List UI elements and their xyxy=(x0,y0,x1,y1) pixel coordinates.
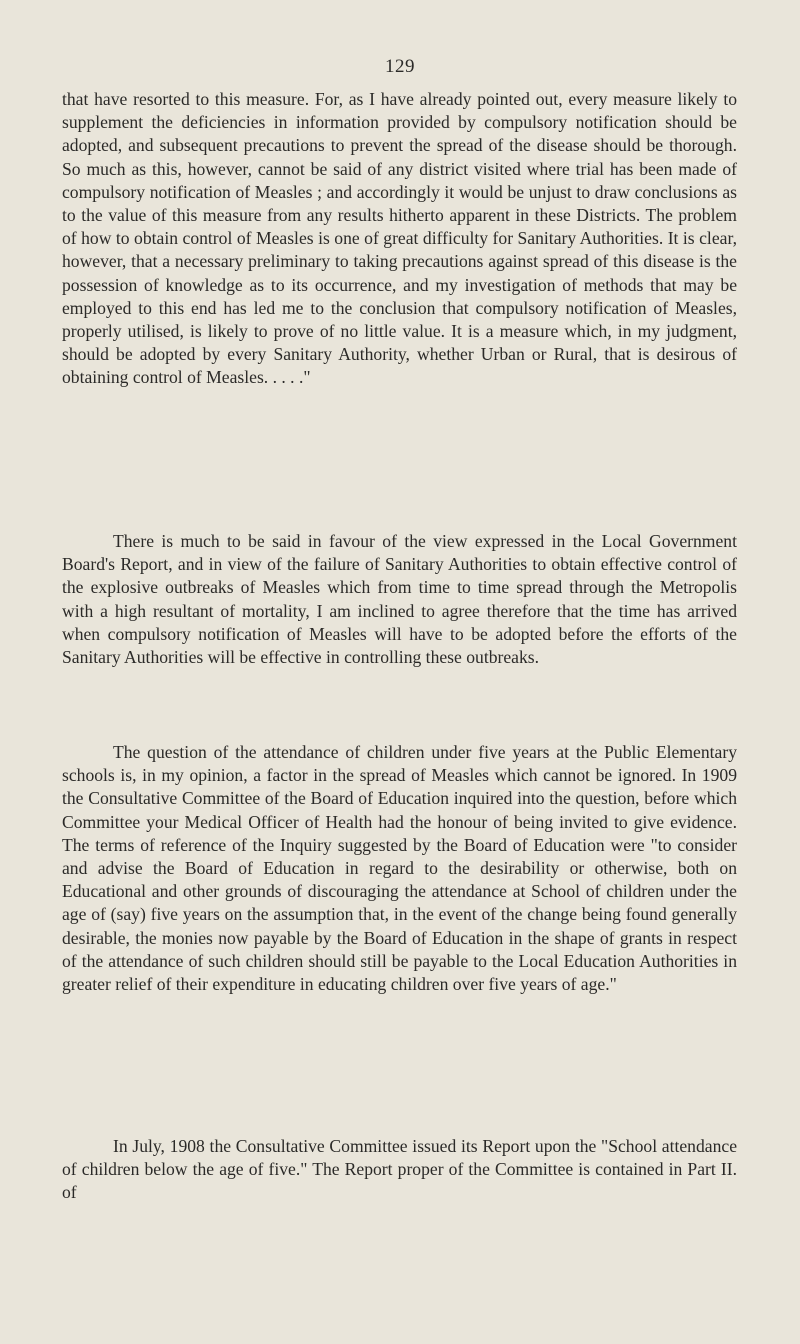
paragraph-continuation: that have resorted to this measure. For, as I have already pointed out, every measure likely to supplement the deficiencies in information provided by compulsory notification should be adopted, and subsequent precautions to prevent the spread of the disease should be thorough. So much as this, however, cannot be said of any district visited where trial has been made of compulsory notification of Measles ; and accordingly it would be unjust to draw conclusions as to the value of this measure from any results hitherto apparent in these Districts. The problem of how to obtain control of Measles is one of great difficulty for Sanitary Authorities. It is clear, however, that a necessary preliminary to taking precautions against spread of this disease is the possession of knowledge as to its occurrence, and my investigation of methods that may be employed to this end has led me to the conclusion that compulsory notification of Measles, properly utilised, is likely to prove of no little value. It is a measure which, in my judgment, should be adopted by every Sanitary Authority, whether Urban or Rural, that is desirous of obtaining control of Measles. . . . ." xyxy=(62,89,737,388)
page-number: 129 xyxy=(385,56,415,77)
paragraph-lgb-report: There is much to be said in favour of the view expressed in the Local Government Board's Report, and in view of the failure of Sanitary Authorities to obtain effective control of the explosive outbreaks of Measles which from time to time spread through the Metropolis with a high resultant of mortality, I am inclined to agree therefore that the time has arrived when compulsory notification of Measles will have to be adopted before the efforts of the Sanitary Authorities will be effective in controlling these outbreaks. xyxy=(62,531,737,668)
paragraph-consultative-report: In July, 1908 the Consultative Committee issued its Report upon the "School attendance of children below the age of five." The Report proper of the Committee is contained in Part II. of xyxy=(62,1136,737,1203)
paragraph-school-attendance: The question of the attendance of children under five years at the Public Elementary schools is, in my opinion, a factor in the spread of Measles which cannot be ignored. In 1909 the Consultative Committee of the Board of Education inquired into the question, before which Committee your Medical Officer of Health had the honour of being invited to give evidence. The terms of reference of the Inquiry suggested by the Board of Education were "to consider and advise the Board of Education in regard to the desirability or otherwise, both on Educational and other grounds of discouraging the attendance at School of children under the age of (say) five years on the assumption that, in the event of the change being found generally desirable, the monies now payable by the Board of Education in the shape of grants in respect of the attendance of such children should still be payable to the Local Education Authorities in greater relief of their expenditure in educating children over five years of age." xyxy=(62,742,737,995)
